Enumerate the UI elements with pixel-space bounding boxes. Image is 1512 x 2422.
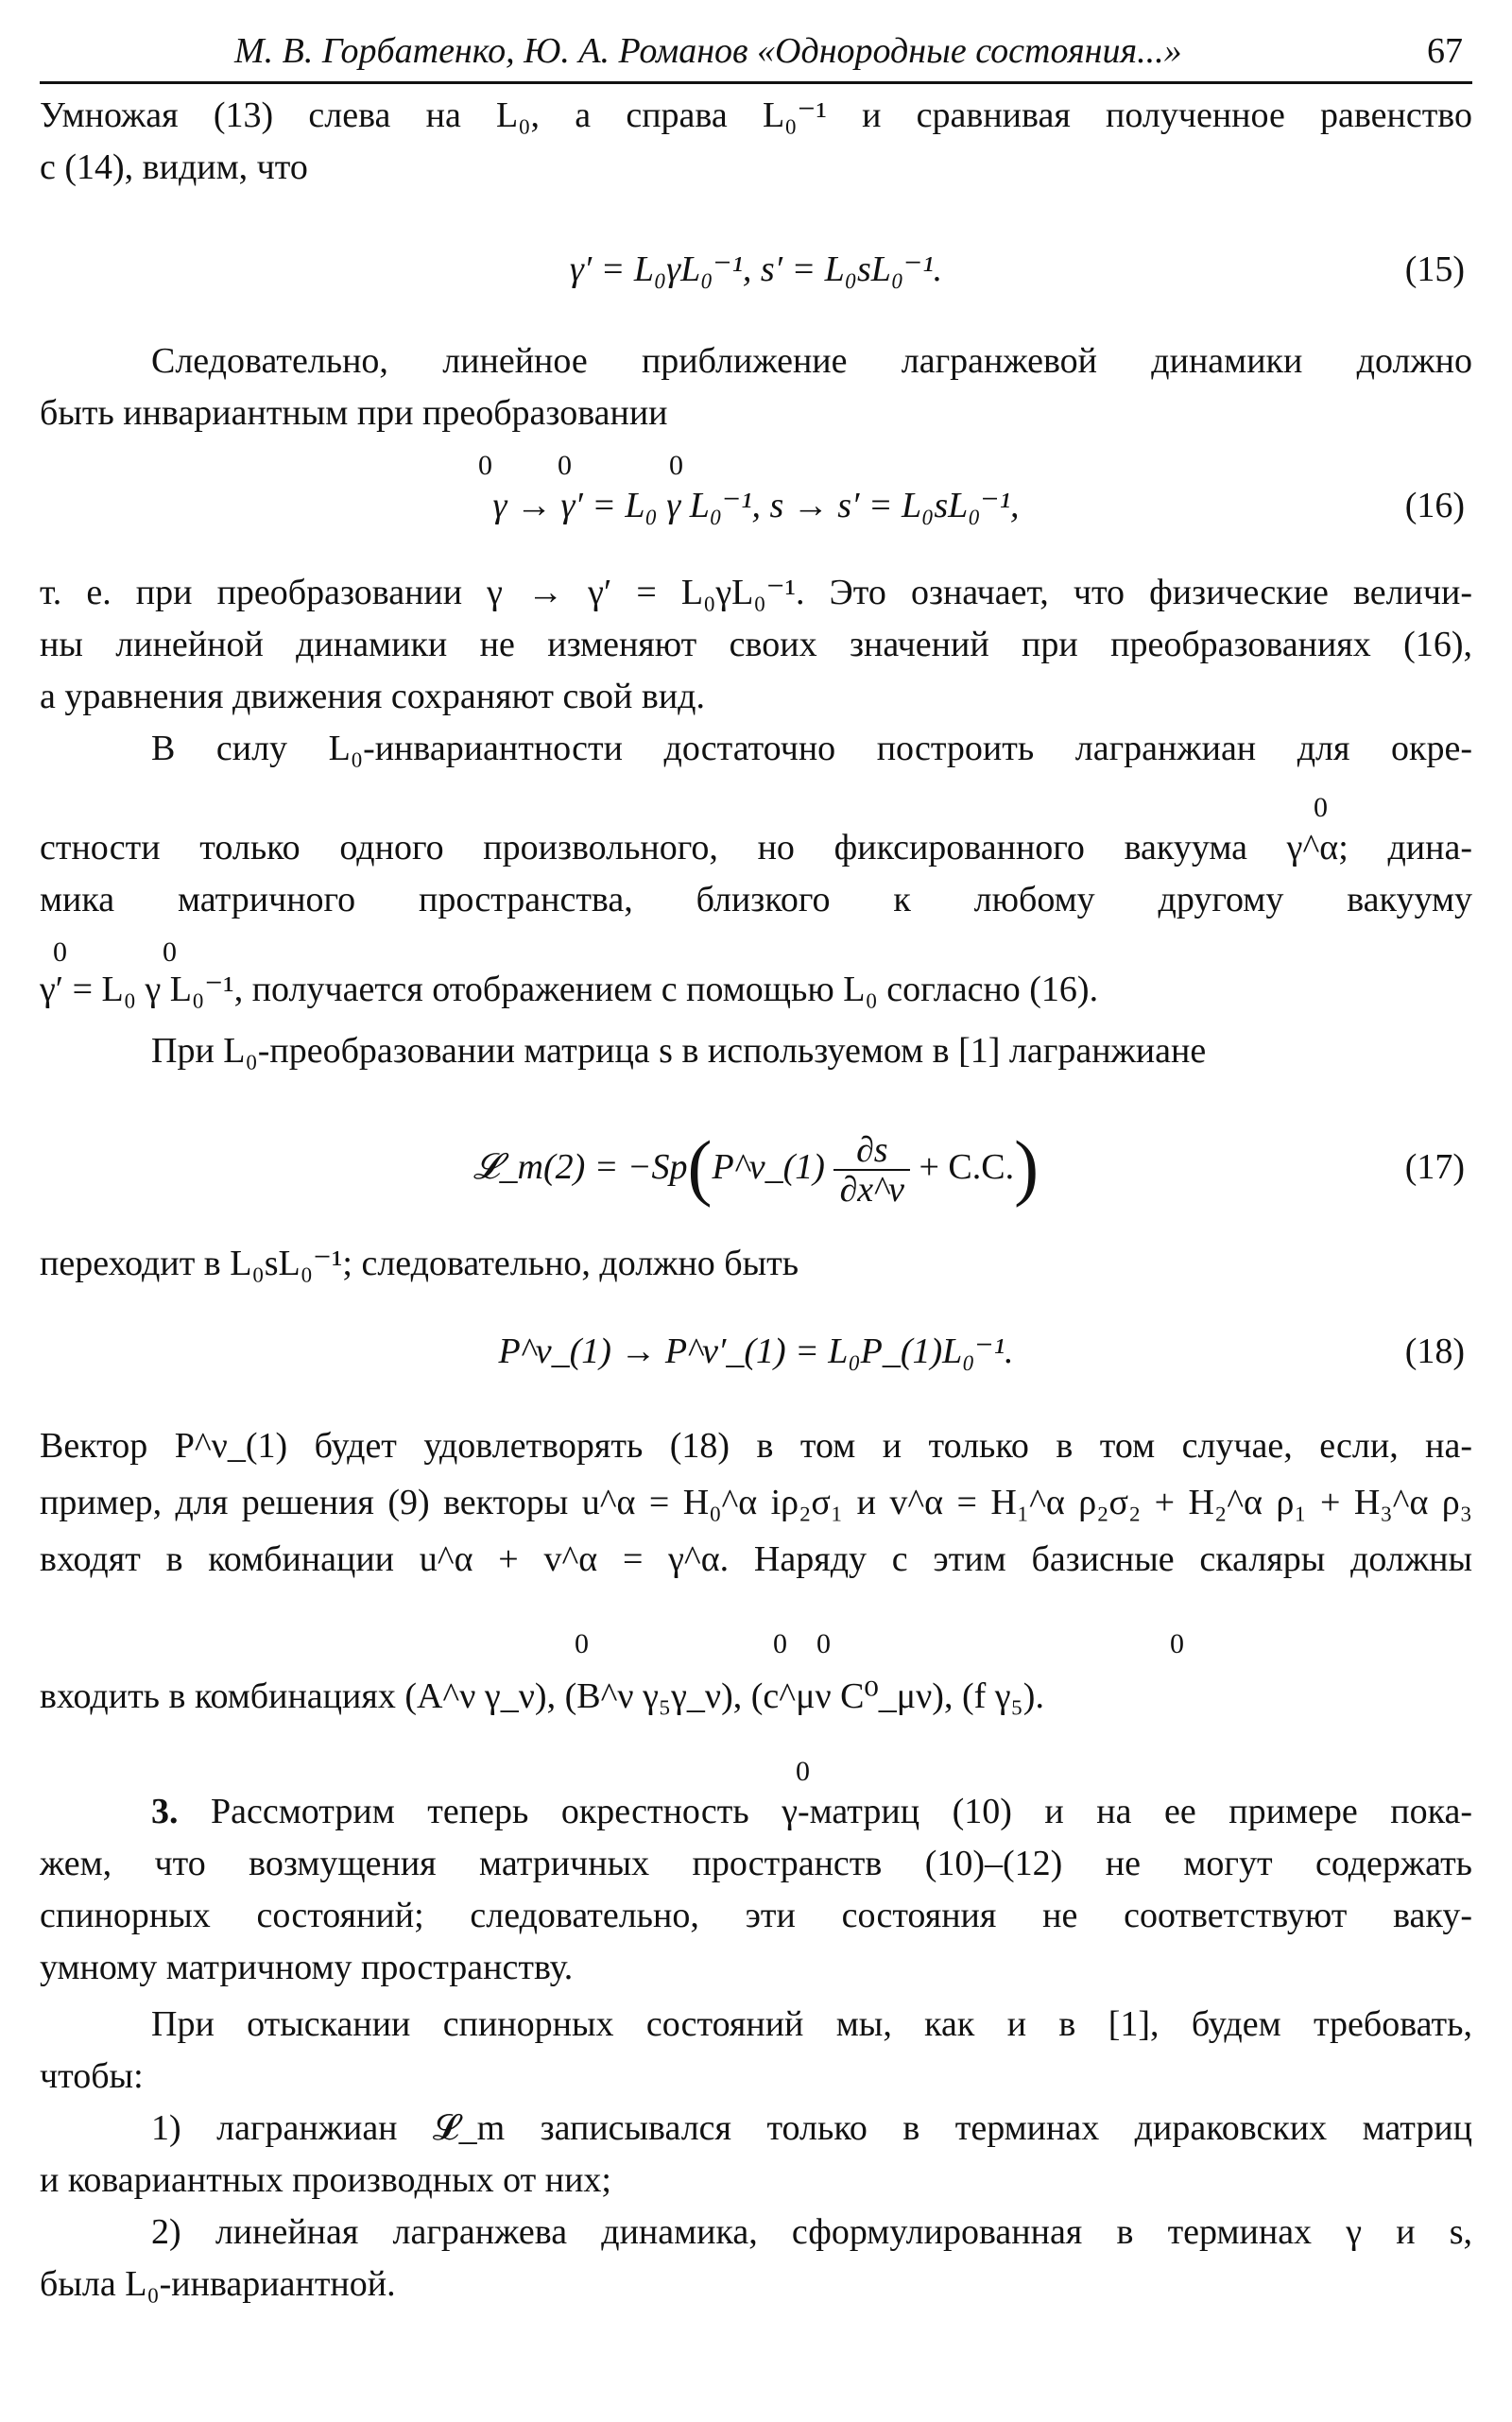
over-mark: 0 [163, 936, 177, 968]
paragraph-4-end [40, 964, 1472, 1016]
requirement-1 [40, 2103, 1472, 2207]
equation-body: γ → γ′ = L₀ γ L₀⁻¹, s → s′ = L₀sL₀⁻¹, [492, 486, 1020, 525]
eq17-numerator: ∂s [833, 1131, 910, 1171]
text-line: жем, что возмущения матричных пространств (10)–(12) не могут содержать [40, 1844, 1472, 1883]
equation-16 [40, 477, 1472, 534]
equation-body: 𝓛_m(2) = −Sp(P^ν_(1) $\frac{\partial s}{\partial x\^{}\nu}$ + C.C.) [472, 1125, 1040, 1211]
equation-body: γ′ = L₀γL₀⁻¹, s′ = L₀sL₀⁻¹. [569, 249, 943, 289]
equation-number: (17) [1404, 1147, 1465, 1187]
text-line: спинорных состояний; следовательно, эти состояния не соответствуют ваку- [40, 1896, 1472, 1935]
eq17-fraction [833, 1131, 910, 1209]
eq17-lhs: 𝓛_m(2) = −Sp [472, 1147, 688, 1187]
text-line: стности только одного произвольного, но фиксированного вакуума γ^α; дина- [40, 828, 1472, 867]
text-line: быть инвариантным при преобразовании [40, 393, 668, 433]
page-number: 67 [1427, 31, 1463, 71]
text-line: Следовательно, линейное приближение лагранжевой динамики должно [151, 341, 1472, 381]
running-header [40, 21, 1472, 84]
paragraph-4-cont [40, 822, 1472, 926]
text-line: пример, для решения (9) векторы u^α = H₀^α iρ₂σ₁ и v^α = H₁^α ρ₂σ₂ + H₂^α ρ₁ + H₃^α ρ₃ [40, 1483, 1472, 1522]
text-line: γ′ = L₀ γ L₀⁻¹, получается отображением с помощью L₀ согласно (16). [40, 970, 1099, 1009]
over-mark: 0 [575, 1628, 589, 1659]
paragraph-3 [40, 567, 1472, 723]
text-line: При отыскании спинорных состояний мы, как и в [1], будем требовать, [151, 2004, 1472, 2044]
paper-page [40, 0, 1472, 2422]
eq17-term: P^ν_(1) [712, 1147, 825, 1187]
text-line: При L₀-преобразовании матрица s в используемом в [1] лагранжиане [151, 1031, 1207, 1071]
paragraph-4 [40, 723, 1472, 775]
text-line: входят в комбинации u^α + v^α = γ^α. Наряду с этим базисные скаляры должны [40, 1539, 1472, 1579]
equation-body: P^ν_(1) → P^ν′_(1) = L₀P_(1)L₀⁻¹. [498, 1331, 1014, 1371]
over-mark: 0 [816, 1628, 831, 1659]
equation-18 [40, 1323, 1472, 1380]
eq17-tail: + C.C. [919, 1147, 1015, 1187]
text-line: переходит в L₀sL₀⁻¹; следовательно, должно быть [40, 1244, 799, 1283]
text-line: 2) линейная лагранжева динамика, сформулированная в терминах γ и s, [151, 2212, 1472, 2252]
text-line: Вектор P^ν_(1) будет удовлетворять (18) в том и только в том случае, если, на- [40, 1426, 1472, 1466]
over-mark: 0 [796, 1756, 810, 1787]
text-line: а уравнения движения сохраняют свой вид. [40, 677, 706, 716]
text-line: и ковариантных производных от них; [40, 2160, 611, 2200]
text-line: умному матричному пространству. [40, 1948, 574, 1987]
paragraph-2 [40, 335, 1472, 439]
equation-number: (15) [1404, 249, 1465, 289]
paragraph-6 [40, 1238, 1472, 1290]
text-line: В силу L₀-инвариантности достаточно построить лагранжиан для окре- [151, 729, 1472, 768]
text-line [40, 1786, 1472, 1838]
section-number: 3. [151, 1792, 179, 1831]
running-title: М. В. Горбатенко, Ю. А. Романов «Однородные состояния...» [234, 31, 1182, 71]
over-mark: 0 [53, 936, 67, 968]
equation-number: (18) [1404, 1331, 1465, 1371]
text-line: с (14), видим, что [40, 147, 308, 187]
paragraph-5 [40, 1025, 1472, 1077]
text-line: мика матричного пространства, близкого к любому другому вакууму [40, 880, 1472, 919]
paragraph-requirements [40, 1999, 1472, 2103]
equation-17 [40, 1120, 1472, 1214]
paragraph-7-end [40, 1663, 1472, 1729]
equation-number: (16) [1404, 486, 1465, 525]
section-intro-text: Рассмотрим теперь окрестность γ-матриц (10) и на ее примере пока- [211, 1792, 1472, 1831]
over-mark: 0 [773, 1628, 787, 1659]
over-mark: 0 [558, 450, 572, 481]
requirement-2 [40, 2207, 1472, 2310]
text-line: Умножая (13) слева на L₀, а справа L₀⁻¹ и сравнивая полученное равенство [40, 95, 1472, 135]
paragraph-1 [40, 90, 1472, 194]
over-mark: 0 [1314, 792, 1328, 823]
eq17-denominator: ∂x^ν [839, 1170, 904, 1211]
text-line: ны линейной динамики не изменяют своих значений при преобразованиях (16), [40, 625, 1472, 664]
text-line: т. е. при преобразовании γ → γ′ = L₀γL₀⁻¹. Это означает, что физические величи- [40, 573, 1472, 612]
text-line: 1) лагранжиан 𝓛_m записывался только в терминах дираковских матриц [151, 2108, 1472, 2148]
equation-15 [40, 241, 1472, 298]
text-line: чтобы: [40, 2056, 144, 2096]
over-mark: 0 [1170, 1628, 1184, 1659]
over-mark: 0 [669, 450, 683, 481]
over-mark: 0 [478, 450, 492, 481]
text-line: входить в комбинациях (A^ν γ_ν), (B^ν γ₅γ_ν), (c^μν C⁰_μν), (f γ₅). [40, 1676, 1044, 1716]
section-3-paragraph [40, 1786, 1472, 1994]
paragraph-7 [40, 1417, 1472, 1588]
text-line: была L₀-инвариантной. [40, 2264, 396, 2304]
